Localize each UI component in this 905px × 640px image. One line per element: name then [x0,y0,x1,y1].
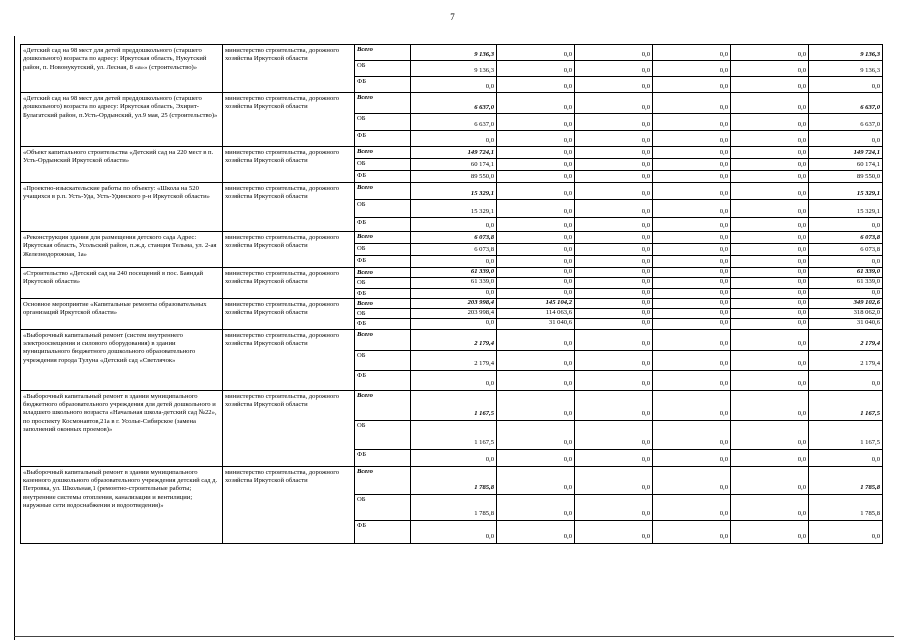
value-cell: 9 136,3 [411,45,497,61]
value-total-cell: 1 785,8 [809,494,883,520]
project-executor: министерство строительства, дорожного хозяйства Иркутской области [223,45,355,93]
value-cell: 0,0 [731,45,809,61]
value-total-cell: 0,0 [809,131,883,147]
value-cell: 0,0 [411,77,497,93]
value-total-cell: 15 329,1 [809,183,883,200]
page-bottom-edge [14,636,894,637]
value-cell: 0,0 [653,494,731,520]
funding-source: ОБ [355,494,411,520]
value-total-cell: 0,0 [809,520,883,543]
value-cell: 0,0 [731,329,809,350]
project-description: Основное мероприятие «Капитальные ремонты образовательных организаций Иркутской области» [21,298,223,329]
value-total-cell: 9 136,3 [809,45,883,61]
value-cell: 2 179,4 [411,350,497,370]
value-cell: 0,0 [653,147,731,159]
value-cell: 0,0 [411,131,497,147]
value-cell: 0,0 [575,77,653,93]
value-total-cell: 6 637,0 [809,114,883,131]
value-cell: 0,0 [411,520,497,543]
value-cell: 0,0 [653,370,731,390]
value-cell: 0,0 [497,420,575,449]
value-cell: 0,0 [575,309,653,319]
value-cell: 0,0 [497,520,575,543]
value-cell: 0,0 [731,256,809,268]
funding-source: ОБ [355,159,411,171]
value-cell: 0,0 [731,114,809,131]
value-cell: 0,0 [653,420,731,449]
value-cell: 0,0 [497,93,575,114]
value-cell: 0,0 [497,256,575,268]
value-cell: 0,0 [575,45,653,61]
value-cell: 0,0 [575,278,653,288]
funding-source: ФБ [355,77,411,93]
value-total-cell: 0,0 [809,449,883,466]
value-cell: 0,0 [731,319,809,329]
value-cell: 0,0 [575,183,653,200]
value-cell: 0,0 [411,256,497,268]
value-cell: 0,0 [575,171,653,183]
value-total-cell: 61 339,0 [809,268,883,278]
value-cell: 0,0 [575,200,653,218]
funding-source: ОБ [355,420,411,449]
value-cell: 6 637,0 [411,93,497,114]
value-cell: 0,0 [575,449,653,466]
value-cell: 0,0 [731,159,809,171]
project-total-row [21,390,883,420]
project-executor: министерство строительства, дорожного хозяйства Иркутской области [223,298,355,329]
value-cell: 0,0 [497,268,575,278]
funding-source: ОБ [355,278,411,288]
value-cell: 0,0 [653,61,731,77]
value-total-cell: 1 167,5 [809,420,883,449]
value-cell: 0,0 [497,61,575,77]
value-total-cell: 61 339,0 [809,278,883,288]
value-total-cell: 2 179,4 [809,350,883,370]
value-cell: 0,0 [575,420,653,449]
value-cell: 0,0 [731,77,809,93]
funding-source: Всего [355,93,411,114]
project-description: «Выборочный капитальный ремонт (систем внутреннего электроосвещения и силового оборудования) в здании муниципального бюджетного дошкольного образовательного учреждения города Тулуна «Детский сад «Светлячок» [21,329,223,390]
value-cell: 0,0 [497,449,575,466]
project-description: «Выборочный капитальный ремонт в здании муниципального казенного дошкольного образовательного учреждения детский сад д. Петровка, ул. Школьная,1 (ремонтно-строительные работы; внутренние системы отопления, канализации и вентиляции; наружные сети водоснабжения и водоотведения)» [21,466,223,543]
funding-source: Всего [355,466,411,494]
value-cell: 0,0 [653,288,731,298]
value-cell: 0,0 [731,466,809,494]
value-total-cell: 0,0 [809,77,883,93]
project-total-row [21,45,883,61]
value-cell: 0,0 [653,309,731,319]
value-cell: 0,0 [731,244,809,256]
project-executor: министерство строительства, дорожного хозяйства Иркутской области [223,466,355,543]
value-cell: 114 063,6 [497,309,575,319]
value-cell: 0,0 [653,45,731,61]
value-cell: 0,0 [653,329,731,350]
value-cell: 145 104,2 [497,298,575,308]
value-cell: 0,0 [497,171,575,183]
value-cell: 89 550,0 [411,171,497,183]
value-cell: 0,0 [411,288,497,298]
value-cell: 0,0 [731,218,809,232]
value-cell: 0,0 [653,319,731,329]
project-executor: министерство строительства, дорожного хозяйства Иркутской области [223,147,355,183]
funding-source: ОБ [355,200,411,218]
value-cell: 0,0 [497,370,575,390]
funding-source: Всего [355,268,411,278]
value-cell: 0,0 [497,390,575,420]
value-cell: 0,0 [653,449,731,466]
funding-source: Всего [355,232,411,244]
project-total-row [21,93,883,114]
value-cell: 203 998,4 [411,298,497,308]
value-cell: 0,0 [575,350,653,370]
value-cell: 0,0 [731,350,809,370]
value-cell: 0,0 [411,319,497,329]
value-cell: 0,0 [731,93,809,114]
value-cell: 0,0 [497,114,575,131]
value-cell: 0,0 [653,200,731,218]
project-executor: министерство строительства, дорожного хозяйства Иркутской области [223,268,355,299]
value-cell: 1 167,5 [411,390,497,420]
value-cell: 6 637,0 [411,114,497,131]
value-cell: 0,0 [731,288,809,298]
value-cell: 0,0 [575,520,653,543]
value-cell: 0,0 [497,329,575,350]
funding-source: Всего [355,147,411,159]
value-cell: 0,0 [731,147,809,159]
value-cell: 0,0 [575,268,653,278]
project-total-row [21,232,883,244]
value-cell: 0,0 [653,171,731,183]
project-description: «Детский сад на 98 мест для детей преддошкольного (старшего дошкольного) возраста по адресу: Иркутская область, Эхирит-Булагатский район, п.Усть-Ордынский, ул.9 мая, 25 (строительство)» [21,93,223,147]
value-cell: 0,0 [731,298,809,308]
project-description: «Проектно-изыскательские работы по объекту: «Школа на 520 учащихся в р.п. Усть-Уда, Усть-Удинского р-н Иркутской области» [21,183,223,232]
value-cell: 0,0 [497,232,575,244]
project-executor: министерство строительства, дорожного хозяйства Иркутской области [223,232,355,268]
funding-source: ОБ [355,61,411,77]
funding-source: ФБ [355,218,411,232]
funding-source: ОБ [355,114,411,131]
value-total-cell: 0,0 [809,288,883,298]
value-cell: 60 174,1 [411,159,497,171]
value-cell: 0,0 [653,466,731,494]
funding-source: ФБ [355,370,411,390]
value-cell: 0,0 [731,278,809,288]
value-cell: 0,0 [575,370,653,390]
value-cell: 0,0 [575,298,653,308]
value-total-cell: 1 785,8 [809,466,883,494]
value-total-cell: 89 550,0 [809,171,883,183]
value-cell: 0,0 [731,449,809,466]
project-total-row [21,147,883,159]
value-cell: 0,0 [575,466,653,494]
value-cell: 0,0 [731,232,809,244]
project-description: «Строительство «Детский сад на 240 посещений в пос. Баяндай Иркутской области» [21,268,223,299]
project-total-row [21,329,883,350]
value-cell: 0,0 [731,370,809,390]
project-total-row [21,298,883,308]
value-cell: 31 040,6 [497,319,575,329]
funding-source: ФБ [355,520,411,543]
value-cell: 0,0 [575,218,653,232]
funding-source: ФБ [355,131,411,147]
project-executor: министерство строительства, дорожного хозяйства Иркутской области [223,93,355,147]
value-cell: 0,0 [497,494,575,520]
value-cell: 0,0 [731,200,809,218]
value-cell: 0,0 [653,350,731,370]
funding-source: ОБ [355,309,411,319]
value-cell: 0,0 [653,77,731,93]
value-cell: 0,0 [497,278,575,288]
value-total-cell: 0,0 [809,370,883,390]
value-cell: 0,0 [575,93,653,114]
value-cell: 0,0 [653,159,731,171]
value-cell: 0,0 [411,218,497,232]
value-cell: 0,0 [575,61,653,77]
funding-source: ФБ [355,319,411,329]
value-cell: 0,0 [497,218,575,232]
value-cell: 0,0 [575,244,653,256]
value-cell: 0,0 [497,45,575,61]
value-cell: 0,0 [497,200,575,218]
project-executor: министерство строительства, дорожного хозяйства Иркутской области [223,329,355,390]
project-executor: министерство строительства, дорожного хозяйства Иркутской области [223,183,355,232]
value-cell: 0,0 [731,61,809,77]
value-cell: 9 136,3 [411,61,497,77]
value-cell: 0,0 [653,298,731,308]
page-left-edge [14,36,15,640]
funding-source: ОБ [355,350,411,370]
value-cell: 0,0 [497,466,575,494]
value-cell: 0,0 [653,256,731,268]
value-cell: 0,0 [731,171,809,183]
value-cell: 0,0 [731,268,809,278]
value-cell: 0,0 [497,131,575,147]
value-cell: 0,0 [575,319,653,329]
value-total-cell: 1 167,5 [809,390,883,420]
value-cell: 0,0 [411,449,497,466]
value-cell: 0,0 [731,309,809,319]
value-cell: 0,0 [575,114,653,131]
value-cell: 0,0 [497,147,575,159]
value-cell: 0,0 [575,131,653,147]
value-total-cell: 2 179,4 [809,329,883,350]
value-cell: 61 339,0 [411,268,497,278]
value-total-cell: 60 174,1 [809,159,883,171]
value-total-cell: 149 724,1 [809,147,883,159]
value-cell: 0,0 [653,131,731,147]
value-total-cell: 6 637,0 [809,93,883,114]
funding-source: ФБ [355,171,411,183]
project-total-row [21,466,883,494]
value-cell: 0,0 [575,288,653,298]
value-cell: 0,0 [497,350,575,370]
value-cell: 1 785,8 [411,466,497,494]
value-cell: 0,0 [497,183,575,200]
value-total-cell: 318 062,0 [809,309,883,319]
value-cell: 0,0 [411,370,497,390]
project-total-row [21,183,883,200]
funding-source: Всего [355,298,411,308]
value-cell: 0,0 [575,494,653,520]
funding-source: Всего [355,183,411,200]
value-cell: 0,0 [575,159,653,171]
value-cell: 0,0 [653,93,731,114]
value-total-cell: 31 040,6 [809,319,883,329]
funding-source: ФБ [355,256,411,268]
project-description: «Детский сад на 98 мест для детей преддошкольного (старшего дошкольного) возраста по адресу: Иркутская область, Нукутский район, п. Новонукутский, ул. Лесная, 8 «а»» (строительство)» [21,45,223,93]
value-cell: 0,0 [575,256,653,268]
value-cell: 2 179,4 [411,329,497,350]
page-number: 7 [450,12,455,22]
funding-source: Всего [355,45,411,61]
project-description: «Реконструкция здания для размещения детского сада Адрес: Иркутская область, Усольский район, п.ж.д. станция Тельма, ул. 2-ая Железнодорожная, 1а» [21,232,223,268]
value-cell: 6 073,8 [411,232,497,244]
value-total-cell: 9 136,3 [809,61,883,77]
value-cell: 0,0 [653,268,731,278]
value-cell: 0,0 [497,244,575,256]
value-cell: 0,0 [653,183,731,200]
value-cell: 6 073,8 [411,244,497,256]
value-total-cell: 0,0 [809,256,883,268]
value-total-cell: 0,0 [809,218,883,232]
value-cell: 0,0 [731,131,809,147]
value-cell: 1 785,8 [411,494,497,520]
value-cell: 0,0 [653,232,731,244]
value-cell: 61 339,0 [411,278,497,288]
value-total-cell: 6 073,8 [809,232,883,244]
value-cell: 1 167,5 [411,420,497,449]
value-cell: 0,0 [653,114,731,131]
funding-source: ФБ [355,288,411,298]
value-cell: 0,0 [653,244,731,256]
value-cell: 0,0 [731,420,809,449]
value-cell: 0,0 [731,390,809,420]
value-cell: 0,0 [497,77,575,93]
value-cell: 15 329,1 [411,200,497,218]
value-cell: 0,0 [731,520,809,543]
funding-source: ОБ [355,244,411,256]
value-cell: 149 724,1 [411,147,497,159]
value-cell: 0,0 [653,278,731,288]
value-cell: 0,0 [575,147,653,159]
project-total-row [21,268,883,278]
project-executor: министерство строительства, дорожного хозяйства Иркутской области [223,390,355,466]
value-cell: 0,0 [497,159,575,171]
project-description: «Объект капитального строительства «Детский сад на 220 мест в п. Усть-Ордынский Иркутской области» [21,147,223,183]
budget-table [20,44,883,544]
value-total-cell: 6 073,8 [809,244,883,256]
value-cell: 0,0 [731,183,809,200]
value-cell: 0,0 [575,390,653,420]
value-cell: 0,0 [653,218,731,232]
value-cell: 0,0 [497,288,575,298]
funding-source: ФБ [355,449,411,466]
value-cell: 0,0 [575,232,653,244]
value-cell: 0,0 [653,390,731,420]
value-cell: 15 329,1 [411,183,497,200]
funding-source: Всего [355,390,411,420]
project-description: «Выборочный капитальный ремонт в здании муниципального бюджетного образовательного учреждения для детей дошкольного и младшего школьного возраста «Начальная школа-детский сад №22», по проспекту Космонавтов,21а в г. Усолье-Сибирское (замена заполнений оконных проемов)» [21,390,223,466]
value-cell: 0,0 [731,494,809,520]
value-cell: 0,0 [653,520,731,543]
value-total-cell: 15 329,1 [809,200,883,218]
table-body [21,45,883,544]
value-cell: 0,0 [575,329,653,350]
funding-source: Всего [355,329,411,350]
value-total-cell: 349 102,6 [809,298,883,308]
value-cell: 203 998,4 [411,309,497,319]
